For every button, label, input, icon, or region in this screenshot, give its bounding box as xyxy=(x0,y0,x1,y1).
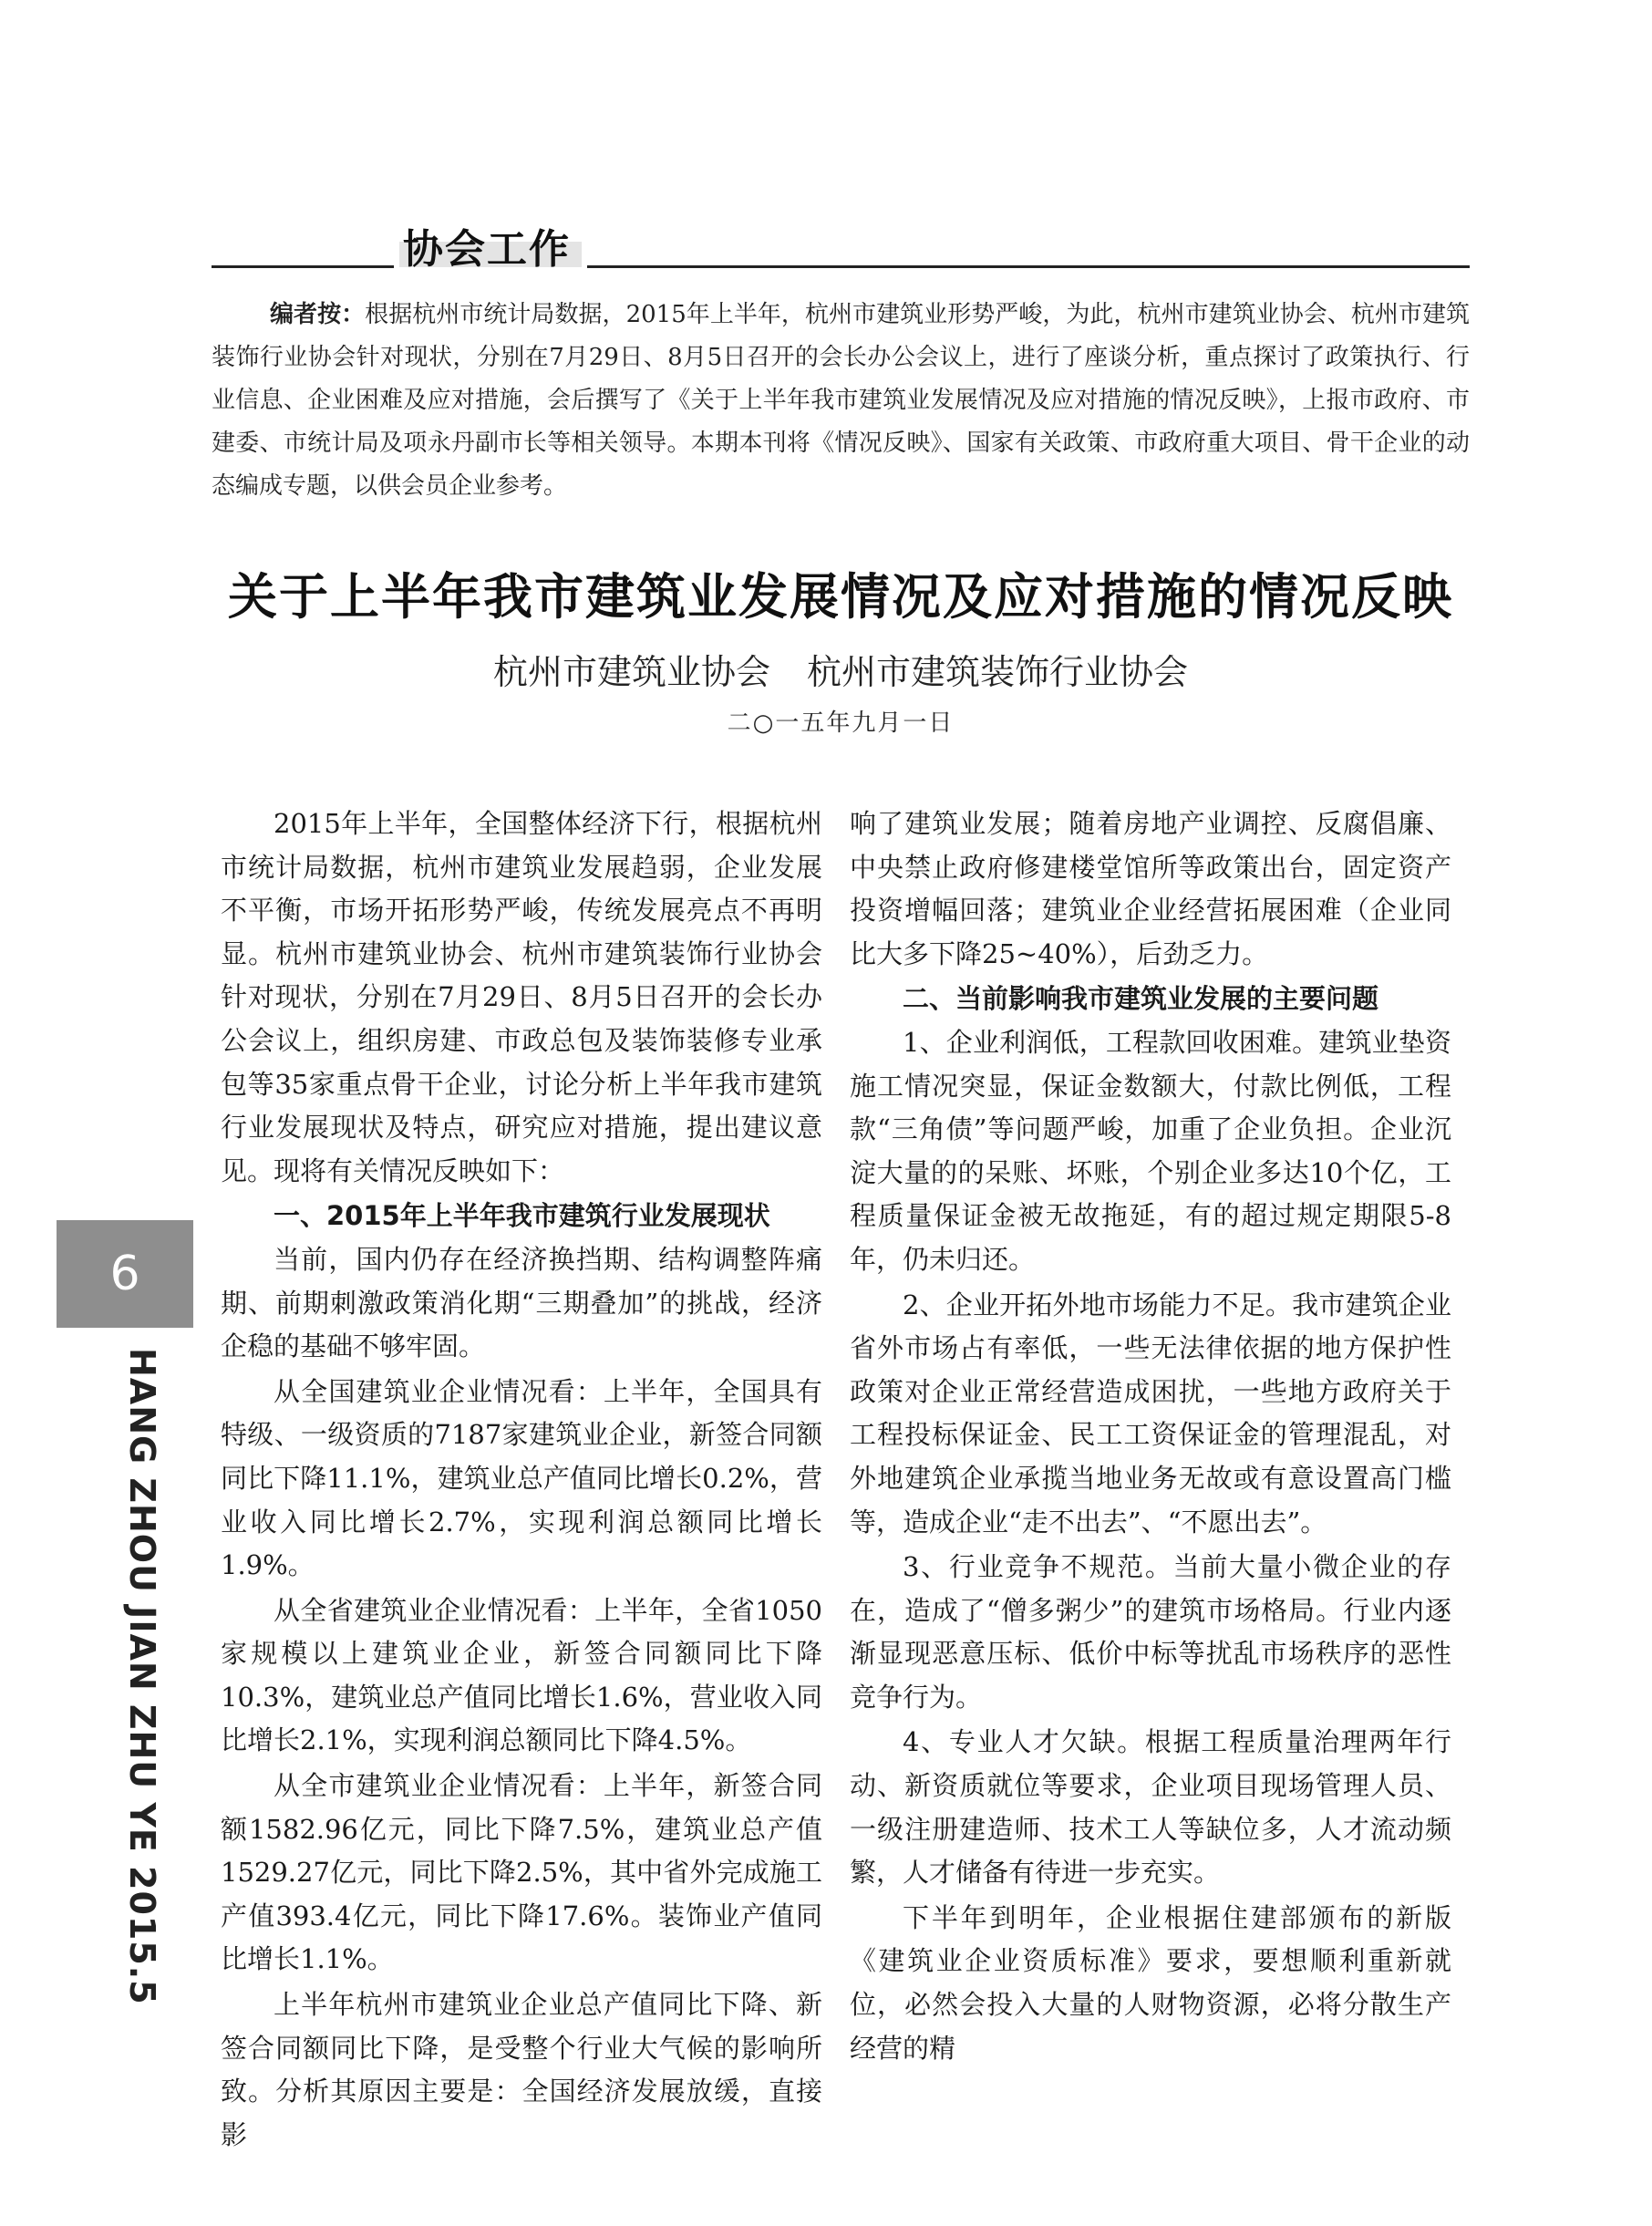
paragraph: 从全市建筑业企业情况看：上半年，新签合同额1582.96亿元，同比下降7.5%，建筑业总产值1529.27亿元，同比下降2.5%，其中省外完成施工产值393.4亿元，同比下降17.6%。装饰业产值同比增长1.1%。 xyxy=(221,1770,822,1975)
paragraph: 1、企业利润低，工程款回收困难。建筑业垫资施工情况突显，保证金数额大，付款比例低，工程款“三角债”等问题严峻，加重了企业负担。企业沉淀大量的的呆账、坏账，个别企业多达10个亿，工程质量保证金被无故拖延，有的超过规定期限5-8年，仍未归还。 xyxy=(850,1026,1451,1275)
section-heading-1: 一、2015年上半年我市建筑行业发展现状 xyxy=(274,1200,770,1232)
paragraph: 从全省建筑业企业情况看：上半年，全省1050家规模以上建筑业企业，新签合同额同比下降10.3%，建筑业总产值同比增长1.6%，营业收入同比增长2.1%，实现利润总额同比下降4.5%。 xyxy=(221,1594,822,1756)
paragraph: 2015年上半年，全国整体经济下行，根据杭州市统计局数据，杭州市建筑业发展趋弱，企业发展不平衡，市场开拓形势严峻，传统发展亮点不再明显。杭州市建筑业协会、杭州市建筑装饰行业协会针对现状，分别在7月29日、8月5日召开的会长办公会议上，组织房建、市政总包及装饰装修专业承包等35家重点骨干企业，讨论分析上半年我市建筑行业发展现状及特点，研究应对措施，提出建议意见。现将有关情况反映如下： xyxy=(221,808,822,1186)
section-header xyxy=(212,214,1470,273)
body-column-right xyxy=(850,802,1451,2072)
paragraph: 当前，国内仍存在经济换挡期、结构调整阵痛期、前期刺激政策消化期“三期叠加”的挑战，经济企稳的基础不够牢固。 xyxy=(221,1243,822,1362)
editor-note xyxy=(212,294,1470,508)
paragraph: 下半年到明年，企业根据住建部颁布的新版《建筑业企业资质标准》要求，要想顺利重新就位，必然会投入大量的人财物资源，必将分散生产经营的精 xyxy=(850,1901,1451,2064)
author-2: 杭州市建筑装饰行业协会 xyxy=(807,652,1189,692)
paragraph: 3、行业竞争不规范。当前大量小微企业的存在，造成了“僧多粥少”的建筑市场格局。行业内逐渐显现恶意压标、低价中标等扰乱市场秩序的恶性竞争行为。 xyxy=(850,1551,1451,1713)
page-number-tab xyxy=(57,1220,193,1328)
editor-note-lead: 编者按： xyxy=(270,301,366,328)
header-rule-left xyxy=(212,265,394,268)
article-title: 关于上半年我市建筑业发展情况及应对措施的情况反映 xyxy=(228,567,1453,626)
paragraph: 从全国建筑业企业情况看：上半年，全国具有特级、一级资质的7187家建筑业企业，新签合同额同比下降11.1%，建筑业总产值同比增长0.2%，营业收入同比增长2.7%，实现利润总额同比增长1.9%。 xyxy=(221,1375,822,1581)
section-heading-2: 二、当前影响我市建筑业发展的主要问题 xyxy=(903,983,1379,1015)
article-authors xyxy=(212,644,1470,694)
section-title: 协会工作 xyxy=(403,226,571,273)
paragraph: 上半年杭州市建筑业企业总产值同比下降、新签合同额同比下降，是受整个行业大气候的影响所致。分析其原因主要是：全国经济发展放缓，直接影 xyxy=(221,1989,822,2150)
page-number: 6 xyxy=(109,1247,140,1301)
article-date: 二○一五年九月一日 xyxy=(727,709,955,737)
author-1: 杭州市建筑业协会 xyxy=(492,652,770,692)
editor-note-text: 根据杭州市统计局数据，2015年上半年，杭州市建筑业形势严峻，为此，杭州市建筑业协会、杭州市建筑装饰行业协会针对现状，分别在7月29日、8月5日召开的会长办公会议上，进行了座谈分析，重点探讨了政策执行、行业信息、企业困难及应对措施，会后撰写了《关于上半年我市建筑业发展情况及应对措施的情况反映》，上报市政府、市建委、市统计局及项永丹副市长等相关领导。本期本刊将《情况反映》、国家有关政策、市政府重大项目、骨干企业的动态编成专题，以供会员企业参考。 xyxy=(212,301,1470,500)
body-column-left xyxy=(221,802,822,2159)
journal-vertical-title: HANG ZHOU JIAN ZHU YE 2015.5 xyxy=(122,1348,162,2005)
header-rule-right xyxy=(587,265,1470,268)
paragraph: 2、企业开拓外地市场能力不足。我市建筑企业省外市场占有率低，一些无法律依据的地方保护性政策对企业正常经营造成困扰，一些地方政府关于工程投标保证金、民工工资保证金的管理混乱，对外地建筑企业承揽当地业务无故或有意设置高门槛等，造成企业“走不出去”、“不愿出去”。 xyxy=(850,1289,1451,1537)
paragraph: 4、专业人才欠缺。根据工程质量治理两年行动、新资质就位等要求，企业项目现场管理人员、一级注册建造师、技术工人等缺位多，人才流动频繁，人才储备有待进一步充实。 xyxy=(850,1726,1451,1889)
paragraph: 响了建筑业发展；随着房地产业调控、反腐倡廉、中央禁止政府修建楼堂馆所等政策出台，固定资产投资增幅回落；建筑业企业经营拓展困难（企业同比大多下降25~40%），后劲乏力。 xyxy=(850,808,1451,969)
